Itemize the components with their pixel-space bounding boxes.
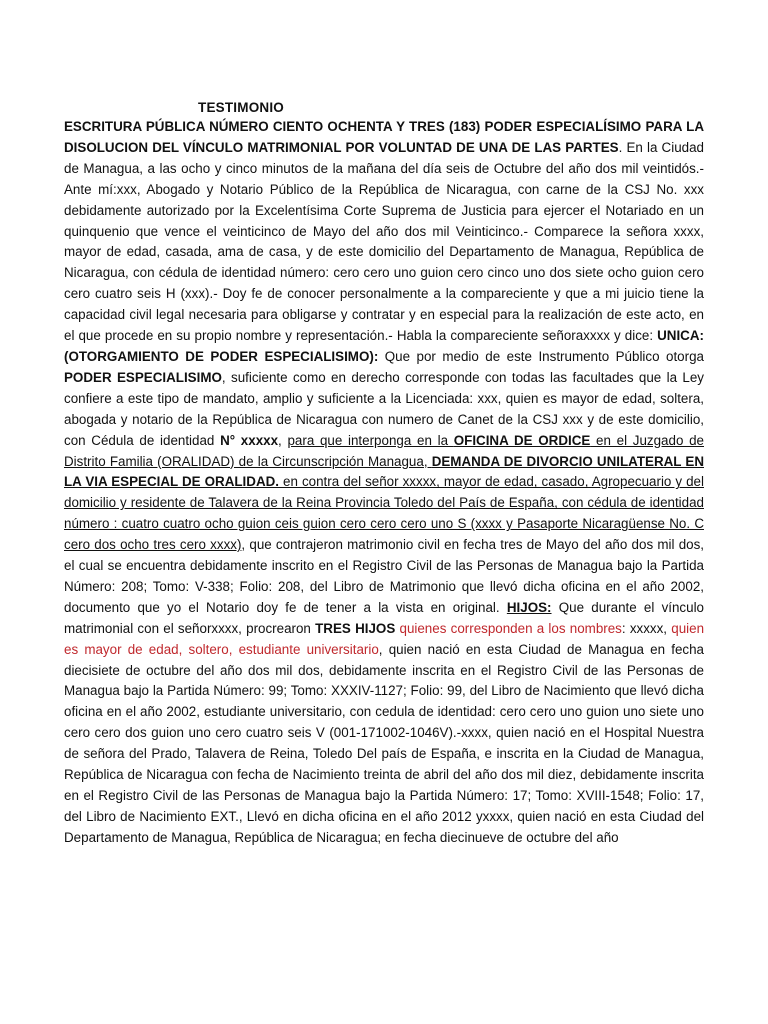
run-text: . En la Ciudad de Managua, a las ocho y cinco minutos de la mañana del día seis de Octubre del año dos mil veintidós.- Ante mí:xxx, Abogado y Notario Público de la República de Nicaragua, con carne de la CSJ No. xxx debidamente autorizado por la Excelentísima Corte Suprema de Justicia para ejercer el Notariado en un quinquenio que vence el veinticinco de Mayo del año dos mil Veinticinco.- Comparece la señora xxxx, mayor de edad, casada, ama de casa, y de este domicilio del Departamento de Managua, República de Nicaragua, con cédula de identidad número: cero cero uno guion cero cinco uno dos siete ocho guion cero cero cuatro seis H (xxx).- Doy fe de conocer personalmente a la compareciente y que a mi juicio tiene la capacidad civil legal necesaria para obligarse y contratar y en especial para la realización de este acto, en el que procede en su propio nombre y representación.- Habla la compareciente señoraxxxx y dice:: [64, 139, 704, 344]
run-underlined: en el Juzgado de Distrito Familia (ORALIDAD) de la Circunscripción Managua,: [64, 432, 704, 469]
run-text: , suficiente como en derecho corresponde con todas las facultades que la Ley confiere a este tipo de mandato, amplio y suficiente a la Licenciada: xxx, quien es mayor de edad, soltera, abogada y notario de la República de Nicaragua con numero de Canet de la CSJ xxx y de este domicilio, con Cédula de identidad: [64, 369, 705, 448]
run-text: Que por medio de este Instrumento Público otorga: [378, 348, 704, 364]
run-bold: N° xxxxx: [220, 432, 279, 448]
document-body: [64, 117, 704, 849]
run-red: quien es mayor de edad, soltero, estudiante universitario: [64, 620, 705, 657]
run-text: , quien nació en esta Ciudad de Managua en fecha diecisiete de octubre del año dos mil dos, debidamente inscrita en el Registro Civil de las Personas de Managua bajo la Partida Número: 99; Tomo: XXXIV-1127; Folio: 99, del Libro de Nacimiento que llevó dicha oficina en el año 2002, estudiante universitario, con cedula de identidad: cero cero uno guion uno siete uno cero cero dos guion uno cero cuatro seis V (001-171002-1046V).-xxxx, quien nació en el Hospital Nuestra de señora del Prado, Talavera de Reina, Toledo Del país de España, e inscrita en la Ciudad de Managua, República de Nicaragua con fecha de Nacimiento treinta de abril del año dos mil diez, debidamente inscrita en el Registro Civil de las Personas de Managua bajo la Partida Número: 17; Tomo: XVIII-1548; Folio: 17, del Libro de Nacimiento EXT., Llevó en dicha oficina en el año 2012 yxxxx, quien nació en esta Ciudad del Departamento de Managua, República de Nicaragua; en fecha diecinueve de octubre del año: [64, 641, 704, 845]
run-text: Que durante el vínculo matrimonial con el señorxxxx, procrearon: [64, 599, 704, 636]
run-bold: TRES HIJOS: [315, 620, 396, 636]
run-underlined: para que interponga en la: [287, 432, 454, 448]
document-heading: TESTIMONIO: [198, 100, 284, 115]
run-bold-underlined: OFICINA DE ORDICE: [453, 432, 591, 448]
run-clause-heading: UNICA: (OTORGAMIENTO DE PODER ESPECIALISIMO):: [64, 328, 704, 364]
run-bold: PODER ESPECIALISIMO: [64, 369, 222, 385]
run-underlined: en contra del señor xxxxx, mayor de edad, casado, Agropecuario y del domicilio y residente de Talavera de la Reina Provincia Toledo del País de España, con cédula de identidad número : cuatro cuatro ocho guion ceis guion cero cero cero uno S (xxxx y Pasaporte Nicaragüense No. C cero dos ocho tres cero xxxx): [64, 474, 704, 553]
run-red: quienes corresponden a los nombres: [395, 620, 622, 636]
run-text: , que contrajeron matrimonio civil en fecha tres de Mayo del año dos mil dos, el cual se encuentra debidamente inscrito en el Registro Civil de las Personas de Managua bajo la Partida Número: 208; Tomo: V-338; Folio: 208, del Libro de Matrimonio que llevó dicha oficina en el año 2002, documento que yo el Notario doy fe de tener a la vista en original.: [64, 537, 705, 615]
run-bold-underlined: HIJOS:: [506, 599, 552, 615]
run-text: ,: [278, 432, 288, 448]
run-text: : xxxxx,: [621, 620, 672, 636]
run-title: ESCRITURA PÚBLICA NÚMERO CIENTO OCHENTA Y TRES (183) PODER ESPECIALÍSIMO PARA LA DISOLUCION DEL VÍNCULO MATRIMONIAL POR VOLUNTAD DE UNA DE LAS PARTES: [64, 119, 704, 155]
run-bold-underlined: DEMANDA DE DIVORCIO UNILATERAL EN LA VIA ESPECIAL DE ORALIDAD.: [64, 453, 704, 490]
